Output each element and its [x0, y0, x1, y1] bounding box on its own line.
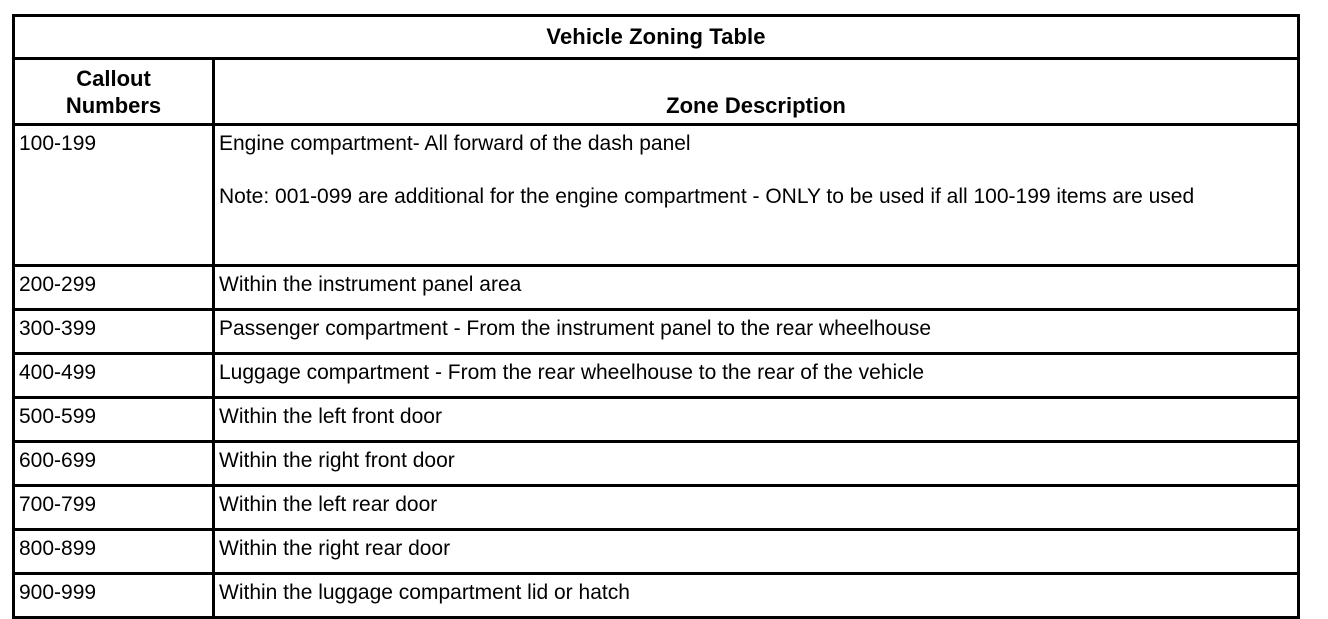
table-row: [14, 125, 1299, 266]
table-title: Vehicle Zoning Table: [14, 16, 1299, 59]
description-text: Engine compartment- All forward of the dash panel: [219, 132, 691, 155]
description-cell: Passenger compartment - From the instrument panel to the rear wheelhouse: [214, 310, 1299, 354]
callout-cell: 500-599: [14, 398, 214, 442]
zone-description-header: [214, 59, 1299, 125]
table-header-row: [14, 59, 1299, 125]
callout-cell: 600-699: [14, 442, 214, 486]
table-row: [14, 398, 1299, 442]
zone-description-header-label: Zone Description: [666, 93, 846, 118]
table-row: [14, 442, 1299, 486]
vehicle-zoning-table: [12, 14, 1300, 619]
callout-cell: 900-999: [14, 574, 214, 618]
description-cell: Within the left front door: [214, 398, 1299, 442]
table-row: [14, 574, 1299, 618]
description-cell: Within the right rear door: [214, 530, 1299, 574]
table-row: [14, 530, 1299, 574]
table-row: [14, 266, 1299, 310]
description-cell: Within the left rear door: [214, 486, 1299, 530]
table-title-row: [14, 16, 1299, 59]
callout-cell: 700-799: [14, 486, 214, 530]
description-cell: Within the right front door: [214, 442, 1299, 486]
callout-cell: 200-299: [14, 266, 214, 310]
callout-cell: 300-399: [14, 310, 214, 354]
description-note: Note: 001-099 are additional for the engine compartment - ONLY to be used if all 100-199 items are used: [219, 185, 1195, 208]
callout-cell: 100-199: [14, 125, 214, 266]
description-cell: Luggage compartment - From the rear wheelhouse to the rear of the vehicle: [214, 354, 1299, 398]
description-cell: [214, 125, 1299, 266]
table-row: [14, 310, 1299, 354]
callout-header-line2: Numbers: [65, 92, 162, 118]
description-cell: Within the luggage compartment lid or hatch: [214, 574, 1299, 618]
callout-cell: 400-499: [14, 354, 214, 398]
description-cell: Within the instrument panel area: [214, 266, 1299, 310]
callout-cell: 800-899: [14, 530, 214, 574]
callout-numbers-header: [14, 59, 214, 125]
callout-header-line1: Callout: [76, 65, 151, 91]
table-row: [14, 354, 1299, 398]
table-row: [14, 486, 1299, 530]
